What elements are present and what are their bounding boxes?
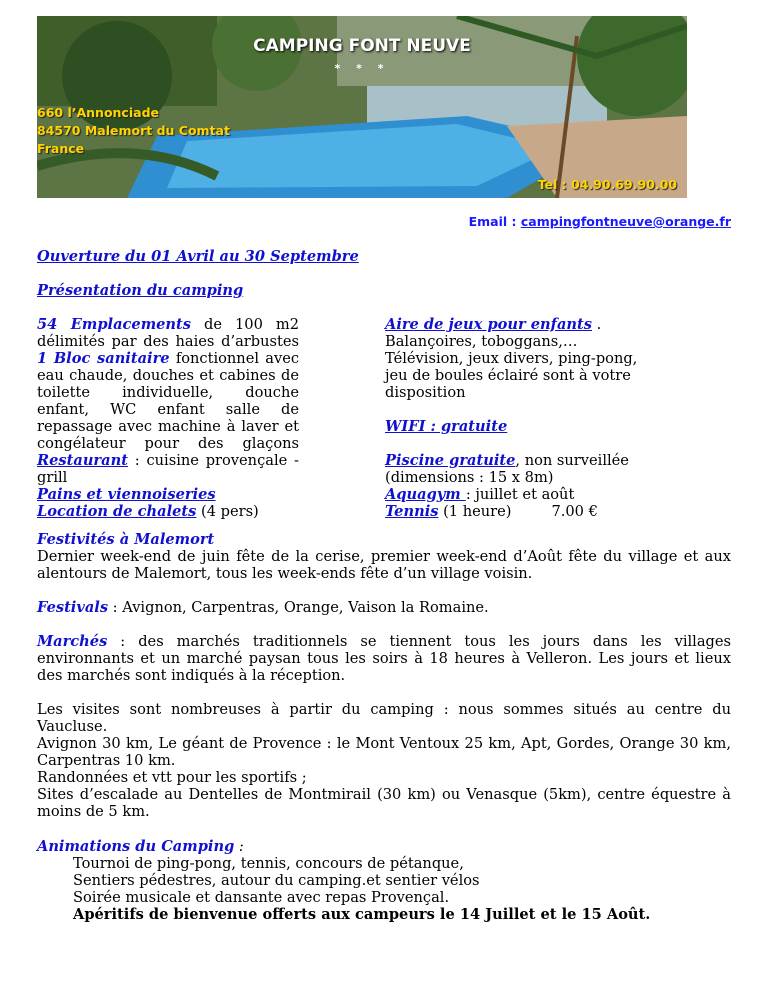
festivites-text: Dernier week-end de juin fête de la cerise, premier week-end d’Août fête du village et aux alentours de Malemort, tous les week-ends fête d’un village voisin. xyxy=(37,548,731,582)
visites-p4: Sites d’escalade au Dentelles de Montmirail (30 km) ou Venasque (5km), centre équestre à moins de 5 km. xyxy=(37,786,731,820)
address-block xyxy=(37,104,230,158)
phone-number: Tel : 04.90.69.90.00 xyxy=(537,177,677,192)
visites-section xyxy=(37,701,731,820)
aire-jeux-heading: Aire de jeux pour enfants xyxy=(385,316,592,333)
festivals-heading: Festivals xyxy=(37,599,109,616)
email-label: Email : xyxy=(468,214,521,229)
marches-text: : des marchés traditionnels se tiennent tous les jours dans les villages environnants et un marché paysan tous les soirs à 18 heures à Velleron. Les jours et lieux des marchés sont indiqués à la réception. xyxy=(37,633,731,684)
aire-jeux-text: Balançoires, toboggans,… Télévision, jeux divers, ping-pong, jeu de boules éclairé sont à votre disposition xyxy=(385,333,638,401)
header-banner xyxy=(37,16,687,198)
visites-p3: Randonnées et vtt pour les sportifs ; xyxy=(37,769,307,786)
chalets-text: (4 pers) xyxy=(196,503,259,520)
bloc-sanitaire-heading: 1 Bloc sanitaire xyxy=(37,350,170,367)
email-link[interactable]: campingfontneuve@orange.fr xyxy=(520,214,731,229)
restaurant-heading: Restaurant xyxy=(37,452,128,469)
restaurant-text: : cuisine provençale - grill xyxy=(37,452,299,486)
address-line: France xyxy=(37,141,85,156)
bloc-sanitaire-text: fonctionnel avec eau chaude, douches et cabines de toilette individuelle, douche enfant, WC enfant salle de repassage avec machine à laver et congélateur pour des glaçons xyxy=(37,350,300,452)
presentation-heading: Présentation du camping xyxy=(37,282,244,299)
wifi-heading: WIFI : gratuite xyxy=(385,418,508,435)
animation-item: Tournoi de ping-pong, tennis, concours de pétanque, xyxy=(73,855,464,872)
aquagym-heading: Aquagym xyxy=(385,486,466,503)
tennis-price: 7.00 € xyxy=(551,503,598,520)
animation-item: Soirée musicale et dansante avec repas Provençal. xyxy=(73,889,450,906)
animation-bold-item: Apéritifs de bienvenue offerts aux campeurs le 14 Juillet et le 15 Août. xyxy=(73,906,651,923)
animations-heading: Animations du Camping xyxy=(37,838,235,855)
visites-p2: Avignon 30 km, Le géant de Provence : le Mont Ventoux 25 km, Apt, Gordes, Orange 30 km, Carpentras 10 km. xyxy=(37,735,731,769)
animations-section xyxy=(37,838,737,923)
piscine-text: , non surveillée (dimensions : 15 x 8m) xyxy=(385,452,629,486)
marches-section xyxy=(37,633,731,684)
address-line: 660 l’Annonciade xyxy=(37,105,159,120)
address-line: 84570 Malemort du Comtat xyxy=(37,123,230,138)
opening-dates: Ouverture du 01 Avril au 30 Septembre xyxy=(37,248,359,265)
left-column xyxy=(37,316,299,520)
marches-heading: Marchés xyxy=(37,633,108,650)
email-line xyxy=(469,213,731,230)
chalets-heading: Location de chalets xyxy=(37,503,197,520)
animations-colon: : xyxy=(234,838,244,855)
rating-stars: * * * xyxy=(334,62,390,75)
festivals-section xyxy=(37,599,731,616)
festivals-text: : Avignon, Carpentras, Orange, Vaison la Romaine. xyxy=(108,599,489,616)
right-column xyxy=(385,316,655,520)
camping-title: CAMPING FONT NEUVE xyxy=(253,36,471,56)
visites-p1: Les visites sont nombreuses à partir du camping : nous sommes situés au centre du Vaucluse. xyxy=(37,701,731,735)
festivites-section xyxy=(37,531,731,582)
aquagym-text: : juillet et août xyxy=(465,486,575,503)
aire-dot: . xyxy=(591,316,602,333)
tennis-heading: Tennis xyxy=(385,503,439,520)
festivites-heading: Festivités à Malemort xyxy=(37,531,215,548)
emplacements-heading: 54 Emplacements xyxy=(37,316,191,333)
animation-item: Sentiers pédestres, autour du camping.et sentier vélos xyxy=(73,872,480,889)
emplacements-text: de 100 m2 délimités par des haies d’arbustes xyxy=(37,316,299,350)
tennis-text: (1 heure) xyxy=(438,503,512,520)
piscine-heading: Piscine gratuite xyxy=(385,452,516,469)
pains-heading: Pains et viennoiseries xyxy=(37,486,216,503)
